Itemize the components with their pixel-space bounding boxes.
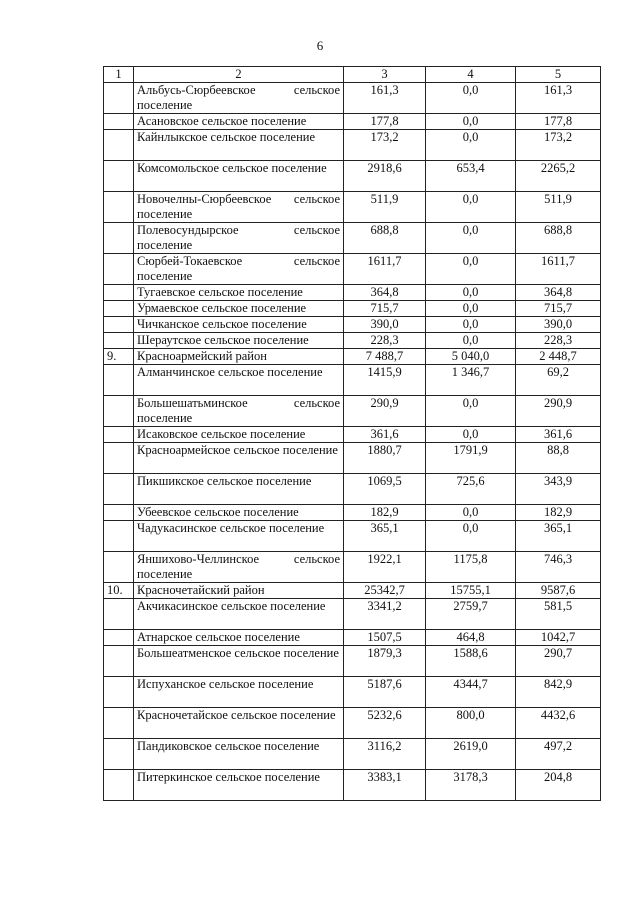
value-col-5: 361,6 [516, 427, 601, 443]
row-index [104, 223, 134, 254]
table-row [104, 630, 601, 646]
municipality-name: Альбусь-Сюрбеевское сельское поселение [134, 83, 344, 114]
value-col-5: 88,8 [516, 443, 601, 474]
table-row [104, 223, 601, 254]
row-index [104, 521, 134, 552]
value-col-5: 497,2 [516, 739, 601, 770]
table-row [104, 365, 601, 396]
value-col-4: 653,4 [426, 161, 516, 192]
row-index [104, 474, 134, 505]
value-col-5: 581,5 [516, 599, 601, 630]
value-col-4: 1175,8 [426, 552, 516, 583]
municipality-name: Красночетайское сельское поселение [134, 708, 344, 739]
value-col-3: 390,0 [344, 317, 426, 333]
value-col-4: 3178,3 [426, 770, 516, 801]
municipality-name: Чадукасинское сельское поселение [134, 521, 344, 552]
municipality-name: Красноармейский район [134, 349, 344, 365]
municipality-name: Чичканское сельское поселение [134, 317, 344, 333]
value-col-4: 2759,7 [426, 599, 516, 630]
value-col-4: 2619,0 [426, 739, 516, 770]
municipality-name: Красноармейское сельское поселение [134, 443, 344, 474]
value-col-3: 1611,7 [344, 254, 426, 285]
value-col-5: 1611,7 [516, 254, 601, 285]
value-col-3: 1415,9 [344, 365, 426, 396]
municipality-name: Убеевское сельское поселение [134, 505, 344, 521]
value-col-3: 1069,5 [344, 474, 426, 505]
header-col-2: 2 [134, 67, 344, 83]
table-row [104, 708, 601, 739]
value-col-5: 69,2 [516, 365, 601, 396]
value-col-3: 511,9 [344, 192, 426, 223]
table-row [104, 114, 601, 130]
value-col-5: 182,9 [516, 505, 601, 521]
value-col-3: 5232,6 [344, 708, 426, 739]
municipality-name: Сюрбей-Токаевское сельское поселение [134, 254, 344, 285]
value-col-4: 0,0 [426, 317, 516, 333]
table-row [104, 770, 601, 801]
row-index [104, 770, 134, 801]
table-row [104, 739, 601, 770]
row-index [104, 505, 134, 521]
municipality-name: Исаковское сельское поселение [134, 427, 344, 443]
municipality-name: Пикшикское сельское поселение [134, 474, 344, 505]
value-col-5: 290,7 [516, 646, 601, 677]
municipality-name: Испуханское сельское поселение [134, 677, 344, 708]
table-row [104, 301, 601, 317]
row-index [104, 317, 134, 333]
value-col-4: 725,6 [426, 474, 516, 505]
row-index [104, 552, 134, 583]
row-index: 10. [104, 583, 134, 599]
value-col-4: 0,0 [426, 427, 516, 443]
value-col-5: 204,8 [516, 770, 601, 801]
value-col-5: 4432,6 [516, 708, 601, 739]
value-col-3: 1922,1 [344, 552, 426, 583]
table-row [104, 349, 601, 365]
value-col-3: 177,8 [344, 114, 426, 130]
value-col-5: 364,8 [516, 285, 601, 301]
value-col-4: 0,0 [426, 114, 516, 130]
row-index [104, 333, 134, 349]
table-row [104, 130, 601, 161]
table-row [104, 396, 601, 427]
table-row [104, 677, 601, 708]
table-row [104, 599, 601, 630]
value-col-4: 5 040,0 [426, 349, 516, 365]
value-col-4: 1 346,7 [426, 365, 516, 396]
budget-table [103, 66, 601, 801]
value-col-5: 715,7 [516, 301, 601, 317]
value-col-4: 1791,9 [426, 443, 516, 474]
municipality-name: Алманчинское сельское поселение [134, 365, 344, 396]
table-row [104, 333, 601, 349]
municipality-name: Большешатьминское сельское поселение [134, 396, 344, 427]
row-index [104, 677, 134, 708]
table-header-row [104, 67, 601, 83]
row-index [104, 114, 134, 130]
value-col-4: 0,0 [426, 521, 516, 552]
value-col-5: 177,8 [516, 114, 601, 130]
row-index [104, 365, 134, 396]
row-index [104, 646, 134, 677]
value-col-5: 511,9 [516, 192, 601, 223]
value-col-4: 0,0 [426, 192, 516, 223]
value-col-5: 842,9 [516, 677, 601, 708]
municipality-name: Тугаевское сельское поселение [134, 285, 344, 301]
value-col-3: 3116,2 [344, 739, 426, 770]
value-col-5: 2265,2 [516, 161, 601, 192]
header-col-3: 3 [344, 67, 426, 83]
municipality-name: Комсомольское сельское поселение [134, 161, 344, 192]
value-col-4: 0,0 [426, 130, 516, 161]
table-row [104, 521, 601, 552]
value-col-5: 365,1 [516, 521, 601, 552]
municipality-name: Атнарское сельское поселение [134, 630, 344, 646]
value-col-3: 3341,2 [344, 599, 426, 630]
table-row [104, 254, 601, 285]
row-index [104, 708, 134, 739]
municipality-name: Пандиковское сельское поселение [134, 739, 344, 770]
table-row [104, 505, 601, 521]
table-body [104, 83, 601, 801]
value-col-5: 688,8 [516, 223, 601, 254]
row-index [104, 192, 134, 223]
table-row [104, 83, 601, 114]
value-col-3: 5187,6 [344, 677, 426, 708]
value-col-3: 1879,3 [344, 646, 426, 677]
row-index [104, 739, 134, 770]
value-col-3: 182,9 [344, 505, 426, 521]
municipality-name: Шераутское сельское поселение [134, 333, 344, 349]
value-col-3: 2918,6 [344, 161, 426, 192]
row-index [104, 427, 134, 443]
row-index [104, 630, 134, 646]
value-col-3: 173,2 [344, 130, 426, 161]
table-row [104, 583, 601, 599]
value-col-3: 290,9 [344, 396, 426, 427]
municipality-name: Красночетайский район [134, 583, 344, 599]
row-index [104, 396, 134, 427]
value-col-4: 800,0 [426, 708, 516, 739]
page-number: 6 [316, 38, 324, 53]
value-col-4: 0,0 [426, 396, 516, 427]
row-index [104, 599, 134, 630]
value-col-5: 161,3 [516, 83, 601, 114]
row-index [104, 301, 134, 317]
value-col-3: 7 488,7 [344, 349, 426, 365]
value-col-3: 365,1 [344, 521, 426, 552]
value-col-4: 15755,1 [426, 583, 516, 599]
municipality-name: Асановское сельское поселение [134, 114, 344, 130]
value-col-3: 228,3 [344, 333, 426, 349]
value-col-3: 715,7 [344, 301, 426, 317]
value-col-5: 2 448,7 [516, 349, 601, 365]
municipality-name: Кайнлыкское сельское поселение [134, 130, 344, 161]
value-col-3: 361,6 [344, 427, 426, 443]
table-row [104, 646, 601, 677]
table-row [104, 285, 601, 301]
header-col-5: 5 [516, 67, 601, 83]
municipality-name: Большеатменское сельское поселение [134, 646, 344, 677]
value-col-4: 464,8 [426, 630, 516, 646]
value-col-4: 0,0 [426, 223, 516, 254]
value-col-5: 9587,6 [516, 583, 601, 599]
table-row [104, 192, 601, 223]
value-col-4: 1588,6 [426, 646, 516, 677]
table-row [104, 161, 601, 192]
value-col-5: 343,9 [516, 474, 601, 505]
value-col-4: 0,0 [426, 505, 516, 521]
value-col-5: 173,2 [516, 130, 601, 161]
municipality-name: Акчикасинское сельское поселение [134, 599, 344, 630]
row-index [104, 285, 134, 301]
value-col-5: 228,3 [516, 333, 601, 349]
table-row [104, 552, 601, 583]
row-index [104, 130, 134, 161]
value-col-5: 746,3 [516, 552, 601, 583]
value-col-4: 0,0 [426, 285, 516, 301]
row-index [104, 254, 134, 285]
value-col-4: 4344,7 [426, 677, 516, 708]
row-index [104, 443, 134, 474]
table-row [104, 474, 601, 505]
municipality-name: Яншихово-Челлинское сельское поселение [134, 552, 344, 583]
value-col-4: 0,0 [426, 83, 516, 114]
value-col-3: 161,3 [344, 83, 426, 114]
municipality-name: Новочелны-Сюрбеевское сельское поселение [134, 192, 344, 223]
value-col-4: 0,0 [426, 301, 516, 317]
value-col-3: 688,8 [344, 223, 426, 254]
value-col-3: 25342,7 [344, 583, 426, 599]
header-col-4: 4 [426, 67, 516, 83]
municipality-name: Урмаевское сельское поселение [134, 301, 344, 317]
value-col-4: 0,0 [426, 254, 516, 285]
value-col-3: 1507,5 [344, 630, 426, 646]
row-index: 9. [104, 349, 134, 365]
value-col-5: 290,9 [516, 396, 601, 427]
value-col-5: 1042,7 [516, 630, 601, 646]
value-col-3: 3383,1 [344, 770, 426, 801]
value-col-3: 1880,7 [344, 443, 426, 474]
row-index [104, 83, 134, 114]
table-row [104, 427, 601, 443]
header-col-1: 1 [104, 67, 134, 83]
row-index [104, 161, 134, 192]
municipality-name: Питеркинское сельское поселение [134, 770, 344, 801]
value-col-4: 0,0 [426, 333, 516, 349]
value-col-5: 390,0 [516, 317, 601, 333]
value-col-3: 364,8 [344, 285, 426, 301]
municipality-name: Полевосундырское сельское поселение [134, 223, 344, 254]
table-row [104, 317, 601, 333]
table-row [104, 443, 601, 474]
